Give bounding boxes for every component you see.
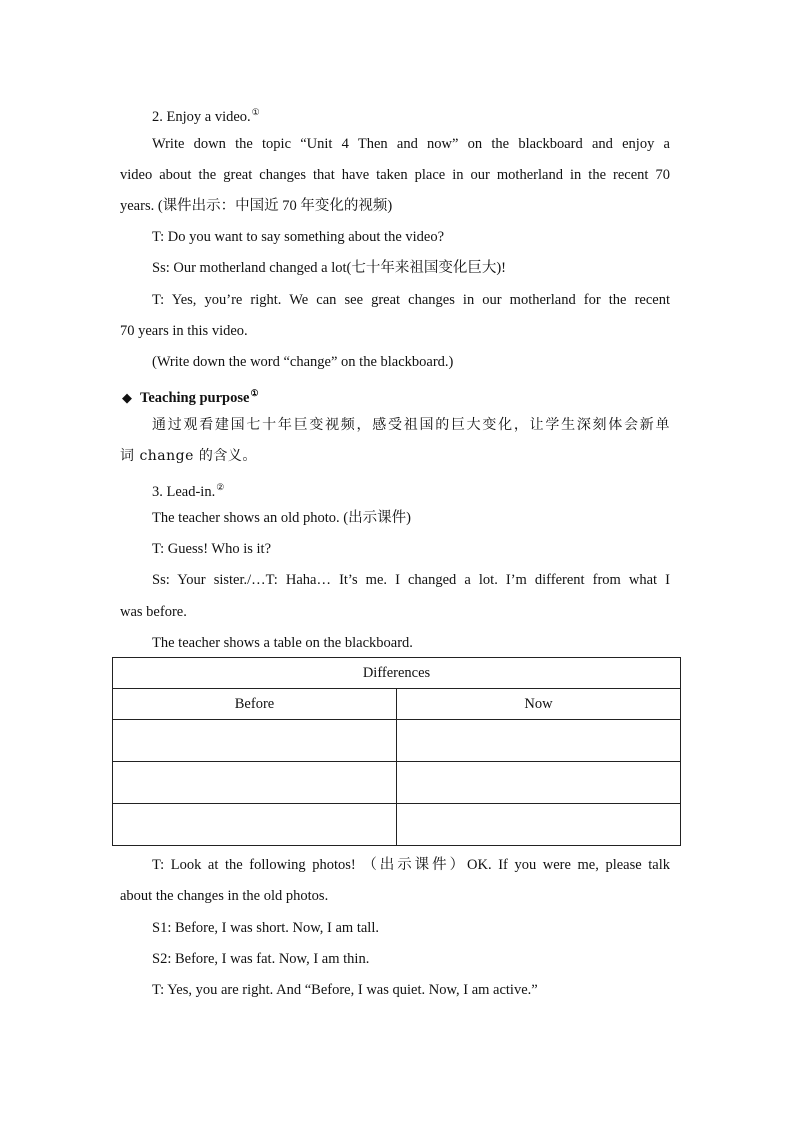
dialogue-line: T: Yes, you’re right. We can see great changes in our motherland for the recent: [152, 292, 670, 308]
dialogue-line: 70 years in this video.: [120, 323, 248, 339]
dialogue-line: Ss: Your sister./…T: Haha… It’s me. I changed a lot. I’m different from what I: [152, 572, 670, 588]
table-cell: [397, 720, 681, 762]
dialogue-line: Ss: Our motherland changed a lot(七十年来祖国变化巨大)!: [152, 260, 506, 276]
section-2-heading-text: 2. Enjoy a video.: [152, 108, 251, 125]
footnote-mark: ②: [216, 482, 225, 492]
table-cell: [397, 804, 681, 846]
dialogue-line: T: Guess! Who is it?: [152, 541, 272, 557]
footnote-mark: ①: [250, 388, 259, 398]
paragraph-line: video about the great changes that have taken place in our motherland in the recent 70: [120, 167, 670, 183]
table-cell: [113, 762, 397, 804]
table-title: Differences: [113, 658, 681, 689]
diamond-bullet-icon: ◆: [122, 389, 132, 405]
table-cell: [113, 720, 397, 762]
dialogue-line: T: Yes, you are right. And “Before, I was quiet. Now, I am active.”: [152, 982, 538, 998]
table-cell: [397, 762, 681, 804]
dialogue-line: T: Do you want to say something about the video?: [152, 229, 445, 245]
footnote-mark: ①: [251, 107, 260, 117]
paragraph-line: Write down the topic “Unit 4 Then and now” on the blackboard and enjoy a: [152, 136, 670, 152]
column-header-before: Before: [113, 689, 397, 720]
paragraph-line: The teacher shows a table on the blackboard.: [152, 635, 413, 651]
dialogue-line: S2: Before, I was fat. Now, I am thin.: [152, 951, 370, 967]
section-3-heading-text: 3. Lead-in.: [152, 483, 216, 500]
section-3-heading: [152, 478, 224, 501]
table-cell: [113, 804, 397, 846]
section-2-heading: [152, 103, 260, 126]
stage-note: (Write down the word “change” on the blackboard.): [152, 354, 454, 370]
dialogue-line: S1: Before, I was short. Now, I am tall.: [152, 920, 379, 936]
paragraph-line: The teacher shows an old photo. (出示课件): [152, 510, 411, 526]
teaching-purpose-label: Teaching purpose: [140, 389, 250, 406]
dialogue-line: was before.: [120, 604, 187, 620]
dialogue-line: T: Look at the following photos! （出示课件）OK. If you were me, please talk: [152, 857, 670, 873]
column-header-now: Now: [397, 689, 681, 720]
purpose-line: 词 change 的含义。: [120, 448, 257, 464]
teaching-purpose-heading: [122, 384, 259, 407]
purpose-line: 通过观看建国七十年巨变视频，感受祖国的巨大变化，让学生深刻体会新单: [152, 417, 670, 433]
dialogue-line: about the changes in the old photos.: [120, 888, 329, 904]
paragraph-line: years. (课件出示：中国近 70 年变化的视频): [120, 198, 393, 214]
differences-table: [112, 657, 681, 846]
